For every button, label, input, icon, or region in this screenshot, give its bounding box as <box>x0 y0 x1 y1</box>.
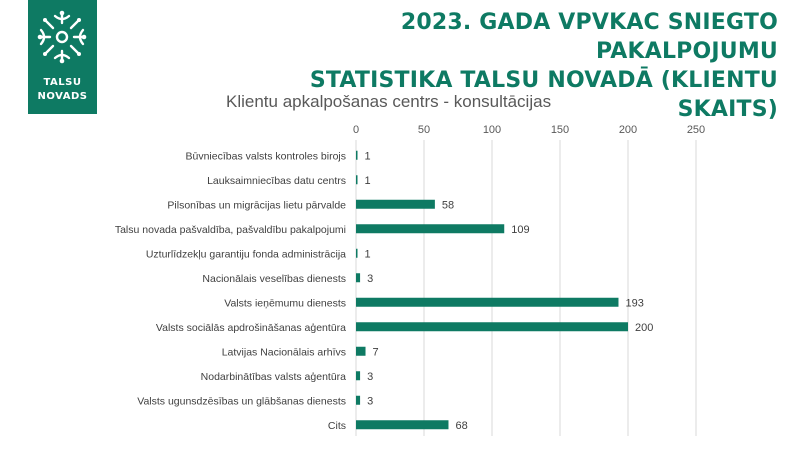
category-label: Valsts sociālās apdrošināšanas aģentūra <box>155 321 346 334</box>
data-label: 109 <box>511 223 530 236</box>
data-label: 200 <box>635 321 654 334</box>
data-label: 7 <box>372 346 379 359</box>
logo-line-1: TALSU <box>43 77 82 88</box>
bar <box>356 151 358 160</box>
category-label: Uzturlīdzekļu garantiju fonda administrācija <box>145 248 346 261</box>
bar <box>356 175 358 184</box>
category-label: Nacionālais veselības dienests <box>202 272 346 285</box>
data-label: 1 <box>364 150 371 163</box>
bar <box>356 396 360 405</box>
category-label: Pilsonības un migrācijas lietu pārvalde <box>167 199 346 212</box>
x-tick-label: 200 <box>618 124 638 136</box>
bar <box>356 200 435 209</box>
bar <box>356 371 360 380</box>
x-tick-label: 0 <box>352 124 360 136</box>
data-label: 68 <box>455 419 468 432</box>
category-label: Lauksaimniecības datu centrs <box>207 174 346 187</box>
data-label: 3 <box>367 395 374 408</box>
data-label: 58 <box>441 199 455 212</box>
category-label: Nodarbinātības valsts aģentūra <box>200 370 346 383</box>
x-tick-label: 50 <box>417 124 431 136</box>
bar <box>356 420 448 429</box>
category-label: Latvijas Nacionālais arhīvs <box>221 346 346 359</box>
bar <box>356 347 366 356</box>
bar <box>356 224 504 233</box>
data-label: 1 <box>364 248 371 261</box>
category-label: Būvniecības valsts kontroles birojs <box>185 150 346 163</box>
data-label: 193 <box>625 297 644 310</box>
data-label: 3 <box>367 272 374 285</box>
data-label: 1 <box>364 174 371 187</box>
x-tick-label: 250 <box>686 124 706 136</box>
x-tick-label: 100 <box>482 124 502 136</box>
x-tick-label: 150 <box>550 124 570 136</box>
bar <box>356 249 358 258</box>
page-title-line-2: STATISTIKA TALSU NOVADĀ (KLIENTU SKAITS) <box>309 68 778 122</box>
bar <box>356 273 360 282</box>
data-label: 3 <box>367 370 374 383</box>
category-label: Valsts ieņēmumu dienests <box>224 297 346 310</box>
page-title-line-1: 2023. GADA VPVKAC SNIEGTO PAKALPOJUMU <box>400 10 778 64</box>
category-label: Talsu novada pašvaldība, pašvaldību pakalpojumi <box>114 223 346 236</box>
chart-title: Klientu apkalpošanas centrs - konsultācijas <box>226 92 552 111</box>
category-label: Valsts ugunsdzēsības un glābšanas dienests <box>137 395 346 408</box>
logo-line-2: NOVADS <box>37 91 88 102</box>
category-label: Cits <box>327 419 346 432</box>
bar <box>356 298 618 307</box>
bar <box>356 322 628 331</box>
